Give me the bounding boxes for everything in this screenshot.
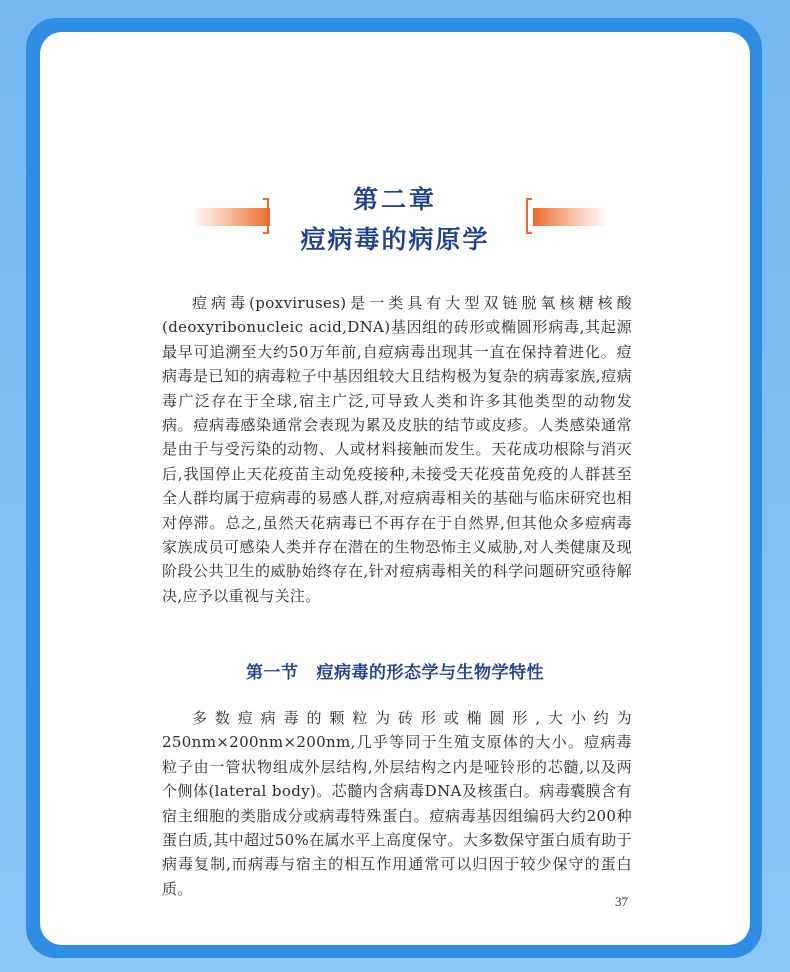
chapter-title: 痘病毒的病原学	[300, 225, 490, 254]
section-heading	[40, 658, 750, 683]
section-paragraph: 多数痘病毒的颗粒为砖形或椭圆形,大小约为250nm×200nm×200nm,几乎等同于生殖支原体的大小。痘病毒粒子由一管状物组成外层结构,外层结构之内是哑铃形的芯髓,以及两个侧体(lateral body)。芯髓内含病毒DNA及核蛋白。病毒囊膜含有宿主细胞的类脂成分或病毒特殊蛋白。痘病毒基因组编码大约200种蛋白质,其中超过50%在属水平上高度保守。大多数保守蛋白质有助于病毒复制,而病毒与宿主的相互作用通常可以归因于较少保守的蛋白质。	[162, 709, 632, 898]
section-title: 痘病毒的形态学与生物学特性	[316, 663, 544, 683]
chapter-header	[40, 172, 750, 262]
intro-paragraph: 痘病毒(poxviruses)是一类具有大型双链脱氧核糖核酸(deoxyribonucleic acid,DNA)基因组的砖形或椭圆形病毒,其起源最早可追溯至大约50万年前,自痘病毒出现其一直在保持着进化。痘病毒是已知的病毒粒子中基因组较大且结构极为复杂的病毒家族,痘病毒广泛存在于全球,宿主广泛,可导致人类和许多其他类型的动物发病。痘病毒感染通常会表现为累及皮肤的结节或皮疹。人类感染通常是由于与受污染的动物、人或材料接触而发生。天花成功根除与消灭后,我国停止天花疫苗主动免疫接种,未接受天花疫苗免疫的人群甚至全人群均属于痘病毒的易感人群,对痘病毒相关的基础与临床研究也相对停滞。总之,虽然天花病毒已不再存在于自然界,但其他众多痘病毒家族成员可感染人类并存在潜在的生物恐怖主义威胁,对人类健康及现阶段公共卫生的威胁始终存在,针对痘病毒相关的科学问题研究亟待解决,应予以重视与关注。	[162, 294, 632, 605]
book-page	[40, 32, 750, 945]
right-ornament-bar	[533, 208, 608, 226]
right-bracket-ornament	[526, 198, 532, 234]
chapter-number: 第二章	[352, 185, 437, 214]
section-number: 第一节	[246, 663, 299, 683]
page-number: 37	[615, 894, 628, 909]
